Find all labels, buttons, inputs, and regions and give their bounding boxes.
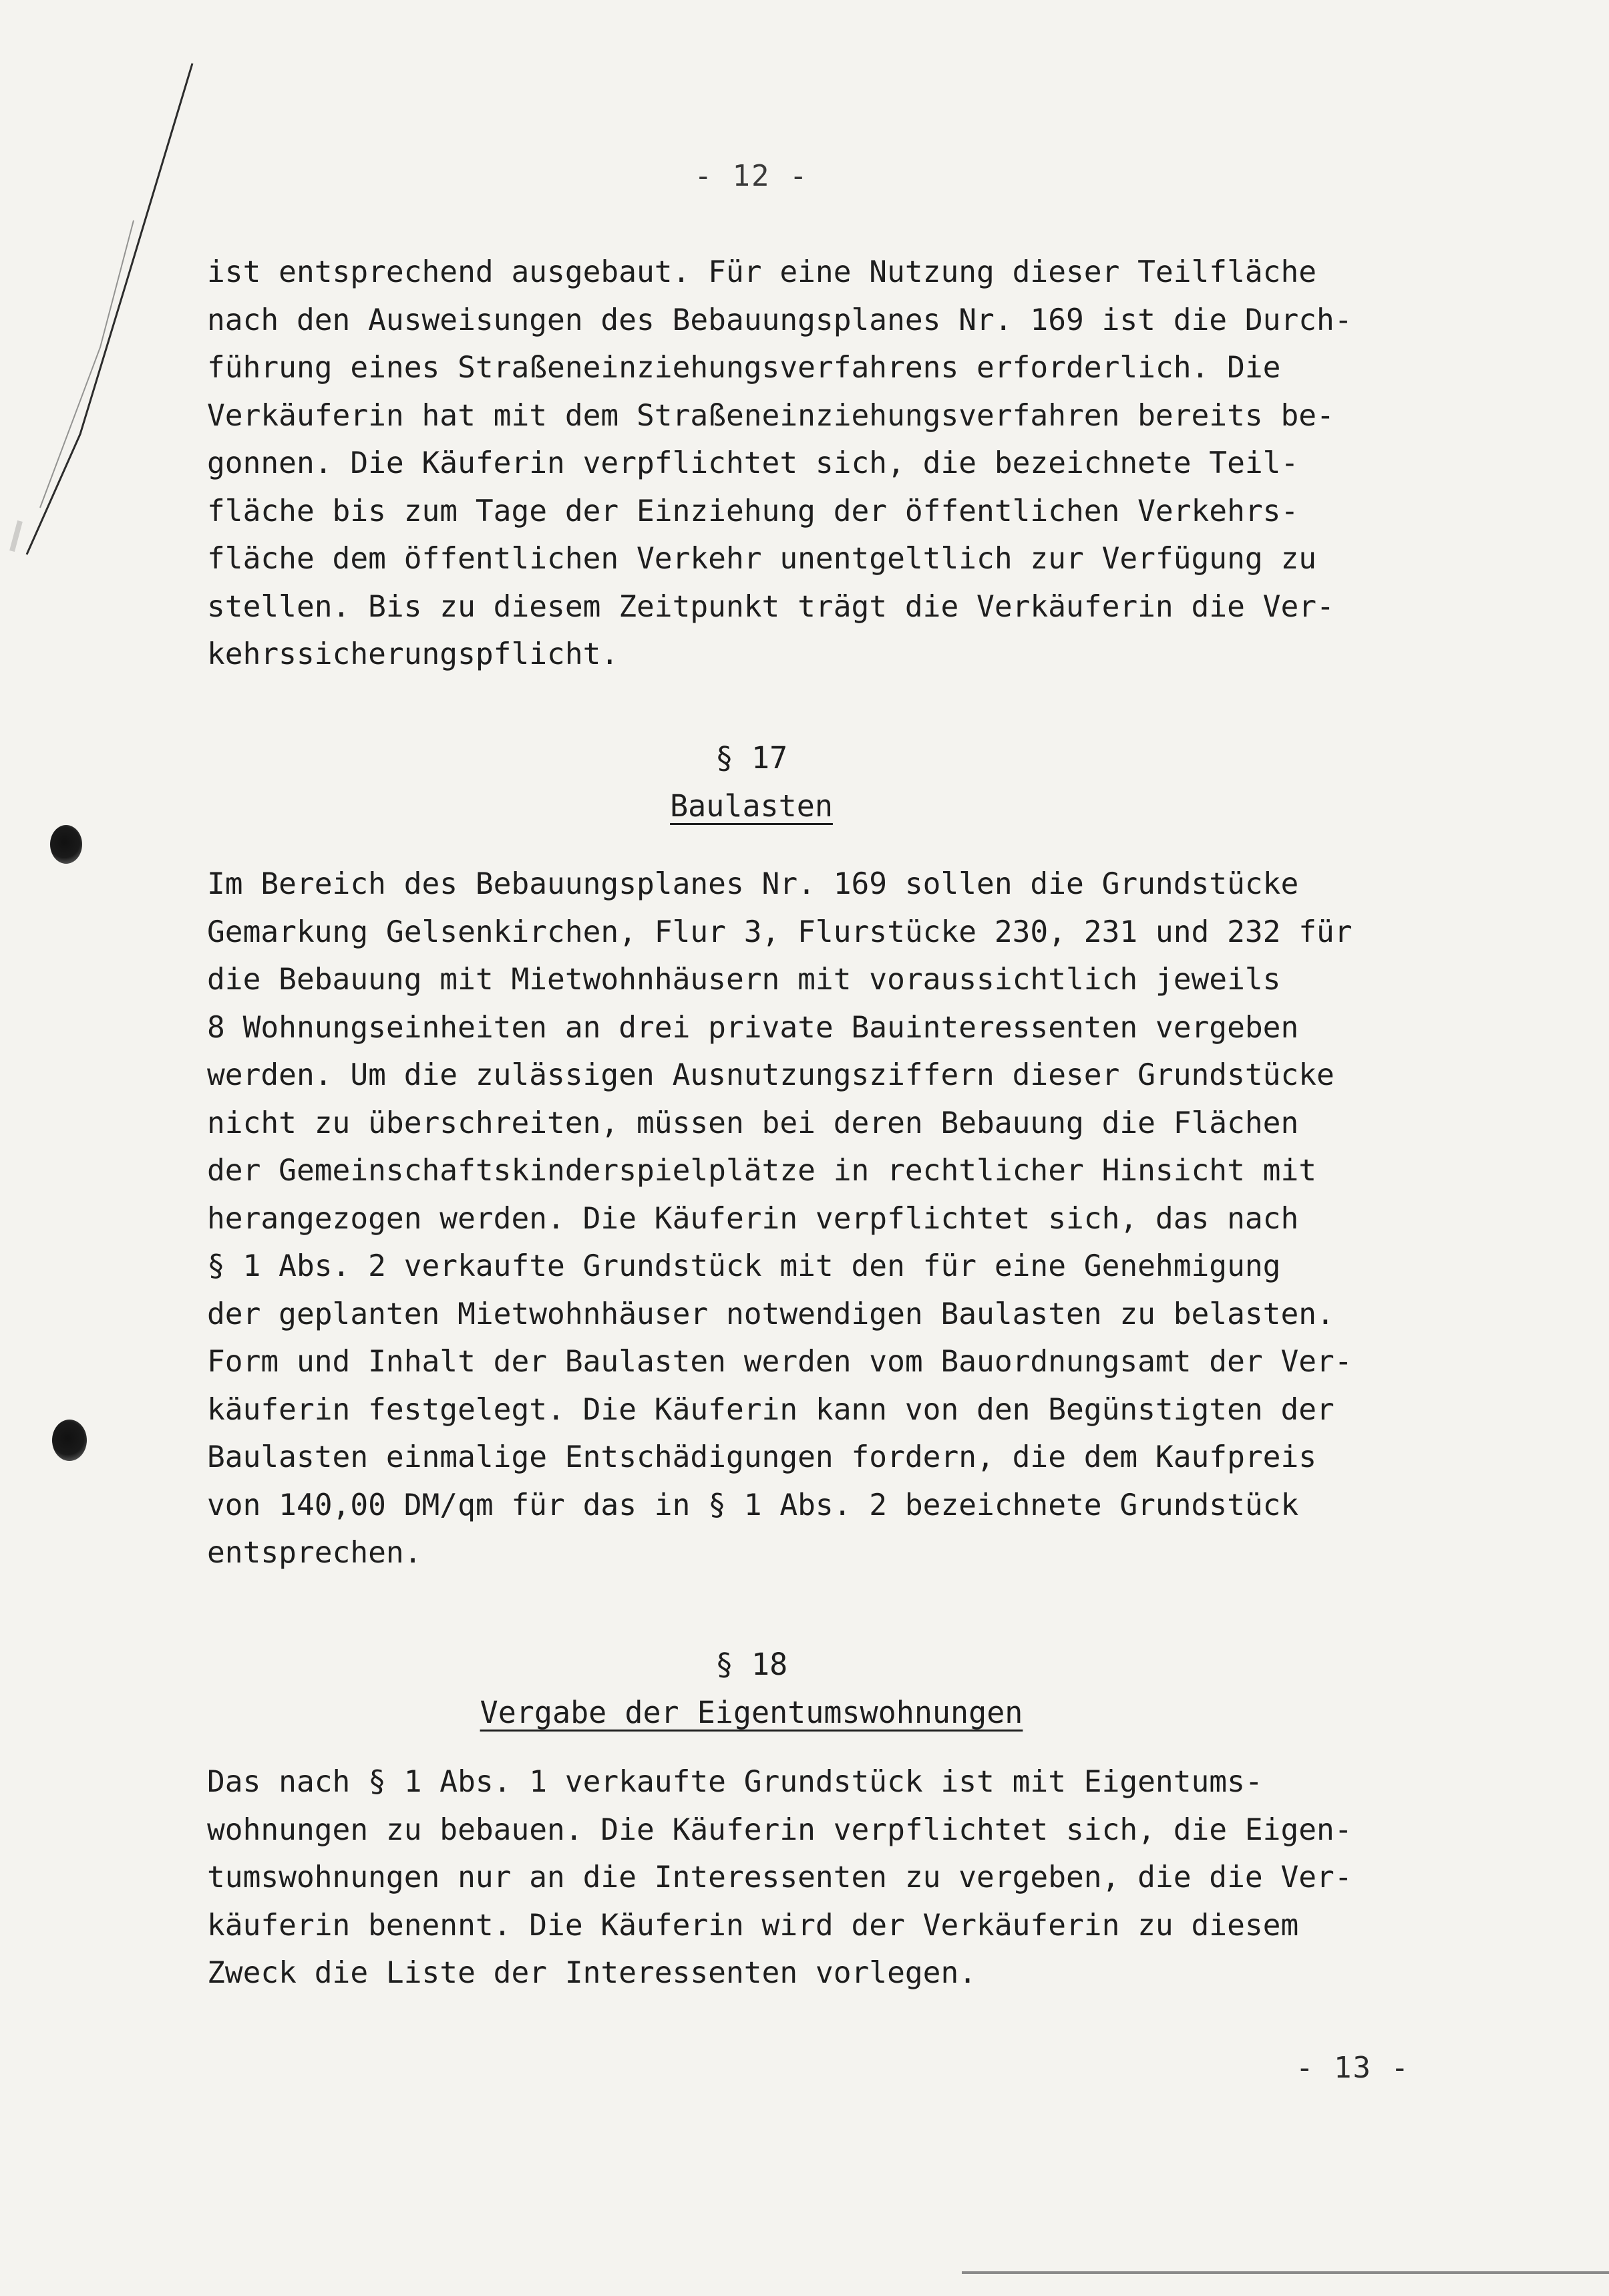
text-line: Das nach § 1 Abs. 1 verkaufte Grundstück ist mit Eigentums- <box>207 1765 1263 1799</box>
text-line: kehrssicherungspflicht. <box>207 637 619 671</box>
text-line: der geplanten Mietwohnhäuser notwendigen Baulasten zu belasten. <box>207 1297 1334 1331</box>
text-line: Verkäuferin hat mit dem Straßeneinziehungsverfahren bereits be- <box>207 398 1334 433</box>
text-line: tumswohnungen nur an die Interessenten zu vergeben, die die Ver- <box>207 1860 1353 1895</box>
text-line: fläche dem öffentlichen Verkehr unentgeltlich zur Verfügung zu <box>207 542 1317 576</box>
text-line: 8 Wohnungseinheiten an drei private Bauinteressenten vergeben <box>207 1010 1299 1045</box>
page-number: - 12 - <box>694 159 809 193</box>
text-line: herangezogen werden. Die Käuferin verpflichtet sich, das nach <box>207 1201 1299 1236</box>
text-line: wohnungen zu bebauen. Die Käuferin verpflichtet sich, die Eigen- <box>207 1812 1353 1847</box>
section-number-18: § 18 <box>715 1647 788 1682</box>
text-line: § 1 Abs. 2 verkaufte Grundstück mit den für eine Genehmigung <box>207 1249 1281 1283</box>
text-line: Gemarkung Gelsenkirchen, Flur 3, Flurstücke 230, 231 und 232 für <box>207 915 1353 949</box>
text-line: stellen. Bis zu diesem Zeitpunkt trägt die Verkäuferin die Ver- <box>207 589 1334 624</box>
text-line: käuferin festgelegt. Die Käuferin kann von den Begünstigten der <box>207 1392 1334 1427</box>
next-page-marker: - 13 - <box>1296 2051 1410 2085</box>
intro-paragraph <box>207 249 1476 679</box>
text-line: führung eines Straßeneinziehungsverfahrens erforderlich. Die <box>207 351 1281 385</box>
text-line: die Bebauung mit Mietwohnhäusern mit voraussichtlich jeweils <box>207 963 1281 997</box>
text-line: nach den Ausweisungen des Bebauungsplanes Nr. 169 ist die Durch- <box>207 303 1353 337</box>
punch-hole-bottom <box>52 1420 87 1461</box>
text-line: der Gemeinschaftskinderspielplätze in rechtlicher Hinsicht mit <box>207 1154 1317 1188</box>
text-line: Form und Inhalt der Baulasten werden vom Bauordnungsamt der Ver- <box>207 1345 1353 1379</box>
text-line: Im Bereich des Bebauungsplanes Nr. 169 sollen die Grundstücke <box>207 867 1299 901</box>
margin-pencil-line <box>0 0 214 601</box>
text-line: nicht zu überschreiten, müssen bei deren Bebauung die Flächen <box>207 1106 1299 1140</box>
text-line: von 140,00 DM/qm für das in § 1 Abs. 2 bezeichnete Grundstück <box>207 1488 1299 1522</box>
section-17-body <box>207 860 1476 1577</box>
text-line: fläche bis zum Tage der Einziehung der öffentlichen Verkehrs- <box>207 494 1299 528</box>
punch-hole-top <box>50 825 82 864</box>
section-18-body <box>207 1758 1476 1997</box>
section-number-17: § 17 <box>715 740 788 776</box>
text-line: gonnen. Die Käuferin verpflichtet sich, die bezeichnete Teil- <box>207 446 1299 480</box>
text-line: ist entsprechend ausgebaut. Für eine Nutzung dieser Teilfläche <box>207 255 1317 289</box>
section-title-vergabe: Vergabe der Eigentumswohnungen <box>480 1695 1023 1730</box>
text-line: käuferin benennt. Die Käuferin wird der Verkäuferin zu diesem <box>207 1908 1299 1943</box>
text-line: Zweck die Liste der Interessenten vorlegen. <box>207 1956 977 1990</box>
bottom-edge-line <box>962 2271 1609 2274</box>
text-line: Baulasten einmalige Entschädigungen fordern, die dem Kaufpreis <box>207 1440 1317 1474</box>
text-line: werden. Um die zulässigen Ausnutzungsziffern dieser Grundstücke <box>207 1058 1334 1092</box>
text-line: entsprechen. <box>207 1536 422 1570</box>
section-title-baulasten: Baulasten <box>670 788 833 824</box>
